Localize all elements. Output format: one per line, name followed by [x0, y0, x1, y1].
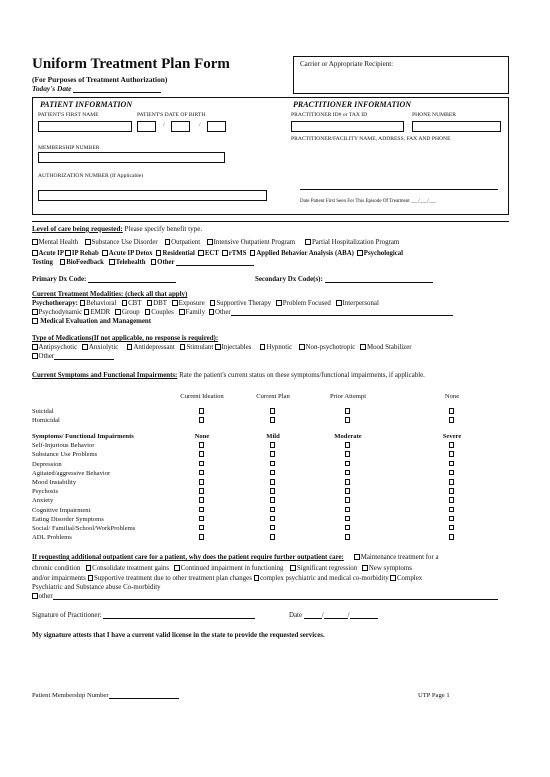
non-psychotropic-option[interactable]: Non-psychotropic	[299, 344, 355, 351]
checkbox-icon[interactable]	[345, 461, 351, 467]
secondary-dx-label: Secondary Dx Code(s):	[255, 276, 323, 283]
level-of-care-instruction: Please specify benefit type.	[124, 225, 203, 233]
checkbox-icon[interactable]	[199, 470, 205, 476]
checkbox-icon[interactable]	[362, 565, 368, 571]
exposure-option[interactable]: Exposure	[172, 300, 205, 307]
risk-header-blank	[32, 392, 162, 401]
checkbox-icon[interactable]	[60, 259, 66, 265]
checkbox-icon[interactable]	[199, 479, 205, 485]
level-of-care-title: Level of care being requested:	[32, 225, 123, 233]
mental-health-option[interactable]: Mental Health	[32, 239, 78, 246]
risk-col-header: Prior Attempt	[329, 393, 367, 401]
footer-membership	[32, 692, 179, 699]
checkbox-icon[interactable]	[270, 470, 276, 476]
checkbox-icon[interactable]	[88, 575, 94, 581]
footer-membership-label: Patient Membership Number	[32, 692, 109, 699]
checkbox-icon[interactable]	[357, 250, 363, 256]
checkbox-icon[interactable]	[82, 344, 88, 350]
todays-date-label: Today's Date	[32, 84, 72, 93]
checkbox-icon[interactable]	[210, 300, 216, 306]
table-row	[32, 533, 512, 542]
impairment-row-label: Agitated/aggressive Behavior	[32, 469, 111, 477]
checkbox-icon[interactable]	[345, 525, 351, 531]
checkbox-icon[interactable]	[345, 479, 351, 485]
checkbox-icon[interactable]	[32, 309, 38, 315]
facility-label: PRACTITIONER/FACILITY NAME, ADDRESS, FAX AND PHONE	[291, 136, 451, 142]
checkbox-icon[interactable]	[270, 442, 276, 448]
checkbox-icon[interactable]	[270, 461, 276, 467]
checkbox-icon[interactable]	[345, 442, 351, 448]
checkbox-icon[interactable]	[199, 525, 205, 531]
date-year-field[interactable]	[350, 618, 378, 619]
impairment-row-label: Cognitive Impairment	[32, 506, 91, 514]
checkbox-icon[interactable]	[270, 534, 276, 540]
medical-eval-option[interactable]	[32, 318, 151, 325]
dob-slash: /	[199, 122, 201, 128]
severity-col-header: Severe	[442, 433, 462, 441]
checkbox-icon[interactable]	[299, 344, 305, 350]
patient-info-heading: PATIENT INFORMATION	[40, 100, 133, 109]
risk-table	[32, 392, 512, 426]
signature-field[interactable]	[103, 618, 255, 619]
first-seen-label: Date Patient First Seen For This Episode Of Treatment ___/___/___	[300, 199, 437, 204]
acute-ip-option[interactable]: Acute IP	[32, 250, 64, 257]
impairment-row-label: Depression	[32, 460, 62, 468]
injectables-option[interactable]: Injectables	[215, 344, 251, 351]
additional-other-option[interactable]	[32, 593, 498, 600]
checkbox-icon[interactable]	[199, 408, 205, 414]
outpatient-option[interactable]: Outpatient	[165, 239, 201, 246]
continued-impairment-option[interactable]: Continued impairment in functioning	[174, 565, 283, 572]
checkbox-icon[interactable]	[449, 461, 455, 467]
practitioner-info-heading: PRACTITIONER INFORMATION	[293, 100, 412, 109]
aba-option[interactable]: Applied Behavior Analysis (ABA)	[250, 250, 354, 257]
checkbox-icon[interactable]	[199, 534, 205, 540]
checkbox-icon[interactable]	[165, 239, 171, 245]
level-of-care-row3	[32, 259, 254, 266]
table-row	[32, 478, 512, 487]
additional-heading: If requesting additional outpatient care for a patient, why does the patient require further outpatient care:	[32, 554, 344, 561]
modalities-row2	[32, 309, 453, 316]
antipsychotic-option[interactable]: Antipsychotic	[32, 344, 77, 351]
interpersonal-option[interactable]: Interpersonal	[336, 300, 379, 307]
checkbox-icon[interactable]	[449, 525, 455, 531]
authorization-label: AUTHORIZATION NUMBER (If Applicable)	[38, 173, 144, 179]
checkbox-icon[interactable]	[198, 250, 204, 256]
todays-date-field[interactable]	[73, 92, 161, 93]
primary-dx-label: Primary Dx Code:	[32, 276, 87, 283]
checkbox-icon[interactable]	[32, 250, 38, 256]
additional-row4: Psychiatric and Substance abuse Co-morbidity	[32, 584, 161, 591]
checkbox-icon[interactable]	[345, 516, 351, 522]
practitioner-id-label: PRACTITIONER ID# or TAX ID	[291, 112, 368, 118]
checkbox-icon[interactable]	[449, 470, 455, 476]
checkbox-icon[interactable]	[345, 497, 351, 503]
medications-other-option[interactable]	[32, 353, 114, 360]
checkbox-icon[interactable]	[345, 417, 351, 423]
impairment-header-row	[32, 432, 512, 441]
impairment-heading: Symptoms/ Functional Impairments	[32, 433, 134, 441]
complex-option[interactable]: Complex	[390, 575, 422, 582]
anxiolytic-option[interactable]: Anxiolytic	[82, 344, 118, 351]
impairment-row-label: Mood Instability	[32, 479, 77, 487]
modalities-row1	[32, 300, 379, 307]
checkbox-icon[interactable]	[215, 344, 221, 350]
problem-focused-option[interactable]: Problem Focused	[276, 300, 331, 307]
dob-label: PATIENT'S DATE OF BIRTH	[137, 112, 206, 118]
checkbox-icon[interactable]	[270, 516, 276, 522]
impairment-row-label: Self-Injurious Behavior	[32, 442, 95, 450]
couples-option[interactable]: Couples	[145, 309, 174, 316]
modality-other-field[interactable]	[231, 315, 453, 316]
dbt-option[interactable]: DBT	[147, 300, 167, 307]
todays-date	[32, 84, 161, 93]
phone-field[interactable]	[412, 121, 501, 132]
severity-col-header: None	[194, 433, 210, 441]
checkbox-icon[interactable]	[390, 575, 396, 581]
risk-header-row	[32, 392, 512, 401]
date-label: Date	[289, 612, 303, 619]
secondary-dx-field[interactable]	[325, 282, 433, 283]
checkbox-icon[interactable]	[270, 497, 276, 503]
psych-option[interactable]: Psychological	[357, 250, 403, 257]
impairment-row-label: Substance Use Problems	[32, 451, 98, 459]
dob-year-field[interactable]	[207, 121, 226, 132]
dob-month-field[interactable]	[137, 121, 156, 132]
additional-other-label: other	[38, 593, 53, 600]
checkbox-icon[interactable]	[156, 250, 162, 256]
checkbox-icon[interactable]	[449, 417, 455, 423]
checkbox-icon[interactable]	[199, 442, 205, 448]
risk-row-label: Homicidal	[32, 417, 60, 425]
table-row	[32, 524, 512, 533]
impairment-row-label: Anxiety	[32, 497, 54, 505]
checkbox-icon[interactable]	[199, 497, 205, 503]
checkbox-icon[interactable]	[199, 451, 205, 457]
family-option[interactable]: Family	[179, 309, 205, 316]
consolidate-option[interactable]: Consolidate treatment gains	[86, 565, 169, 572]
membership-label: MEMBERSHIP NUMBER	[38, 145, 100, 151]
checkbox-icon[interactable]	[122, 300, 128, 306]
date-row: Date / /	[289, 612, 378, 619]
primary-dx-field[interactable]	[88, 282, 176, 283]
level-of-care-heading	[32, 225, 202, 233]
table-row	[32, 496, 512, 505]
checkbox-icon[interactable]	[345, 470, 351, 476]
checkbox-icon[interactable]	[207, 239, 213, 245]
psychodynamic-option[interactable]: Psychodynamic	[32, 309, 82, 316]
supportive-treatment-option[interactable]: Supportive treatment due to other treatment plan changes	[88, 575, 252, 582]
acute-ip-detox-option[interactable]: Acute IP Detox	[102, 250, 152, 257]
checkbox-icon[interactable]	[145, 309, 151, 315]
carrier-box[interactable]	[293, 56, 509, 94]
checkbox-icon[interactable]	[199, 516, 205, 522]
supportive-option[interactable]: Supportive Therapy	[210, 300, 271, 307]
severity-col-header: Moderate	[334, 433, 362, 441]
severity-col-header: Mild	[266, 433, 280, 441]
checkbox-icon[interactable]	[127, 344, 133, 350]
impairment-row-label: Social/ Familial/School/WorkProblems	[32, 524, 136, 532]
table-row	[32, 450, 512, 459]
checkbox-icon[interactable]	[80, 300, 86, 306]
medications-other-label: Other	[38, 353, 55, 360]
checkbox-icon[interactable]	[32, 318, 38, 324]
checkbox-icon[interactable]	[115, 309, 121, 315]
hypnotic-option[interactable]: Hypnotic	[260, 344, 292, 351]
additional-row3	[32, 575, 422, 582]
checkbox-icon[interactable]	[449, 442, 455, 448]
table-row	[32, 460, 512, 469]
checkbox-icon[interactable]	[354, 554, 360, 560]
checkbox-icon[interactable]	[449, 516, 455, 522]
checkbox-icon[interactable]	[449, 507, 455, 513]
checkbox-icon[interactable]	[449, 451, 455, 457]
checkbox-icon[interactable]	[345, 408, 351, 414]
checkbox-icon[interactable]	[102, 250, 108, 256]
checkbox-icon[interactable]	[172, 300, 178, 306]
dob-day-field[interactable]	[171, 121, 190, 132]
checkbox-icon[interactable]	[250, 250, 256, 256]
checkbox-icon[interactable]	[199, 461, 205, 467]
table-row	[32, 416, 512, 425]
emdr-option[interactable]: EMDR	[84, 309, 110, 316]
checkbox-icon[interactable]	[270, 507, 276, 513]
dob-slash: /	[163, 122, 165, 128]
table-row	[32, 469, 512, 478]
residential-option[interactable]: Residential	[156, 250, 195, 257]
table-row	[32, 515, 512, 524]
secondary-dx	[255, 276, 433, 283]
checkbox-icon[interactable]	[360, 344, 366, 350]
checkbox-icon[interactable]	[290, 565, 296, 571]
testing-label: Testing	[32, 259, 53, 266]
stimulant-option[interactable]: Stimulant	[180, 344, 213, 351]
level-of-care-row2	[32, 250, 403, 257]
checkbox-icon[interactable]	[449, 488, 455, 494]
telehealth-option[interactable]: Telehealth	[109, 259, 145, 266]
iop-option[interactable]: Intensive Outpatient Program	[207, 239, 295, 246]
checkbox-icon[interactable]	[449, 479, 455, 485]
medications-row1	[32, 344, 412, 351]
checkbox-icon[interactable]	[276, 300, 282, 306]
checkbox-icon[interactable]	[270, 451, 276, 457]
signature-label: Signature of Practitioner:	[32, 612, 102, 619]
checkbox-icon[interactable]	[270, 525, 276, 531]
modalities-heading: Current Treatment Modalities: (check all that apply)	[32, 291, 188, 298]
group-option[interactable]: Group	[115, 309, 139, 316]
checkbox-icon[interactable]	[270, 408, 276, 414]
checkbox-icon[interactable]	[345, 488, 351, 494]
dx-row	[32, 276, 176, 283]
modality-other-option[interactable]: Other	[209, 309, 231, 316]
attestation: My signature attests that I have a current valid license in the state to provide the requested services.	[32, 632, 325, 639]
checkbox-icon[interactable]	[109, 259, 115, 265]
mood-stabilizer-option[interactable]: Mood Stabilizer	[360, 344, 411, 351]
table-row	[32, 506, 512, 515]
checkbox-icon[interactable]	[222, 250, 228, 256]
antidepressant-option[interactable]: Antidepressant	[127, 344, 175, 351]
risk-row-label: Suicidal	[32, 408, 54, 416]
checkbox-icon[interactable]	[209, 309, 215, 315]
impairment-row-label: Eating Disorder Symptoms	[32, 515, 104, 523]
checkbox-icon[interactable]	[86, 565, 92, 571]
authorization-field[interactable]	[38, 190, 267, 201]
checkbox-icon[interactable]	[199, 507, 205, 513]
checkbox-icon[interactable]	[270, 479, 276, 485]
risk-col-header: Current Ideation	[180, 393, 224, 401]
first-name-field[interactable]	[38, 121, 132, 132]
checkbox-icon[interactable]	[32, 239, 38, 245]
chronic-condition-label: chronic condition	[32, 565, 81, 572]
form-subtitle: (For Purposes of Treatment Authorization)	[32, 75, 168, 84]
checkbox-icon[interactable]	[449, 408, 455, 414]
checkbox-icon[interactable]	[85, 239, 91, 245]
table-row	[32, 441, 512, 450]
impairment-body	[32, 441, 512, 542]
first-name-label: PATIENT'S FIRST NAME	[38, 112, 99, 118]
checkbox-icon[interactable]	[270, 488, 276, 494]
cbt-option[interactable]: CBT	[122, 300, 142, 307]
checkbox-icon[interactable]	[449, 497, 455, 503]
ect-option[interactable]: ECT	[198, 250, 218, 257]
divider	[32, 221, 509, 222]
medical-eval-label: Medical Evaluation and Management	[40, 318, 152, 325]
date-month-field[interactable]	[304, 618, 322, 619]
checkbox-icon[interactable]	[345, 507, 351, 513]
additional-other-field[interactable]	[53, 599, 498, 600]
substance-use-option[interactable]: Substance Use Disorder	[85, 239, 158, 246]
date-day-field[interactable]	[324, 618, 348, 619]
checkbox-icon[interactable]	[32, 344, 38, 350]
form-title: Uniform Treatment Plan Form	[32, 56, 230, 72]
comorbidity-option[interactable]: complex psychiatric and medical co-morbidity	[254, 575, 389, 582]
checkbox-icon[interactable]	[345, 534, 351, 540]
impairment-row-label: Psychosis	[32, 488, 59, 496]
rtms-option[interactable]: rTMS	[222, 250, 246, 257]
checkbox-icon[interactable]	[199, 417, 205, 423]
checkbox-icon[interactable]	[32, 353, 38, 359]
psychotherapy-label: Psychotherapy:	[32, 300, 78, 307]
checkbox-icon[interactable]	[180, 344, 186, 350]
risk-col-header: None	[444, 393, 460, 401]
footer-membership-field[interactable]	[109, 698, 179, 699]
practitioner-id-field[interactable]	[291, 121, 404, 132]
checkbox-icon[interactable]	[305, 239, 311, 245]
medications-heading: Type of Medications(If not applicable, no response is required):	[32, 335, 219, 342]
additional-heading-row	[32, 554, 439, 561]
checkbox-icon[interactable]	[336, 300, 342, 306]
table-row	[32, 407, 512, 416]
additional-row2	[32, 565, 412, 572]
carrier-label: Carrier or Appropriate Recipient:	[300, 60, 394, 68]
ip-rehab-option[interactable]: IP Rehab	[65, 250, 99, 257]
checkbox-icon[interactable]	[32, 593, 38, 599]
checkbox-icon[interactable]	[84, 309, 90, 315]
other-option[interactable]: Other	[151, 259, 175, 266]
facility-signature-line[interactable]	[300, 189, 498, 190]
impairments-label: and/or impairments	[32, 575, 86, 582]
checkbox-icon[interactable]	[199, 488, 205, 494]
checkbox-icon[interactable]	[449, 534, 455, 540]
table-row	[32, 487, 512, 496]
impairment-row-label: ADL Problems	[32, 534, 72, 542]
regression-option[interactable]: Significant regression	[290, 565, 357, 572]
signature-row	[32, 612, 255, 619]
medications-other-field[interactable]	[54, 359, 114, 360]
membership-field[interactable]	[38, 152, 225, 163]
checkbox-icon[interactable]	[254, 575, 260, 581]
checkbox-icon[interactable]	[147, 300, 153, 306]
biofeedback-option[interactable]: BioFeedback	[60, 259, 104, 266]
behavioral-option[interactable]: Behavioral	[80, 300, 117, 307]
checkbox-icon[interactable]	[260, 344, 266, 350]
symptoms-instruction: Rate the patient's current status on these symptoms/functional impairments, if applicable.	[179, 372, 425, 379]
impairment-table	[32, 432, 512, 542]
page-number: UTP Page 1	[418, 692, 450, 699]
checkbox-icon[interactable]	[65, 250, 71, 256]
symptoms-heading-row	[32, 372, 425, 379]
checkbox-icon[interactable]	[345, 451, 351, 457]
checkbox-icon[interactable]	[174, 565, 180, 571]
other-field[interactable]	[176, 265, 254, 266]
checkbox-icon[interactable]	[270, 417, 276, 423]
level-of-care-row1	[32, 239, 399, 246]
maintenance-option[interactable]: Maintenance treatment for a	[354, 554, 438, 561]
risk-col-header: Current Plan	[256, 393, 290, 401]
phone-label: PHONE NUMBER	[412, 112, 456, 118]
new-symptoms-option[interactable]: New symptoms	[362, 565, 412, 572]
checkbox-icon[interactable]	[151, 259, 157, 265]
symptoms-heading: Current Symptoms and Functional Impairments:	[32, 372, 178, 379]
checkbox-icon[interactable]	[179, 309, 185, 315]
php-option[interactable]: Partial Hospitalization Program	[305, 239, 399, 246]
